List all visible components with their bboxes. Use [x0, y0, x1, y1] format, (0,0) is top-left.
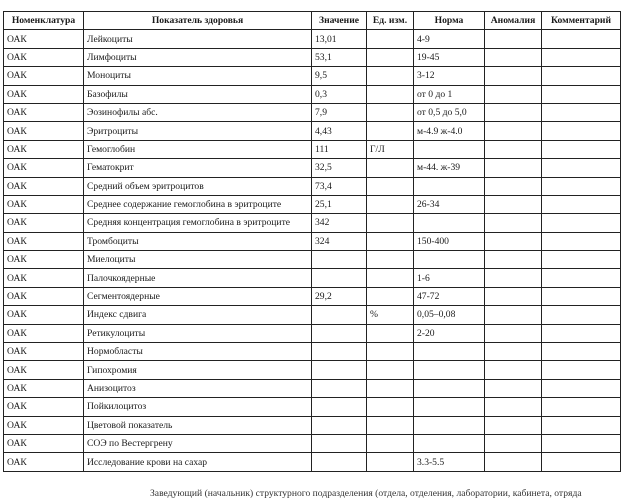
table-row [4, 434, 621, 452]
cell-anomaly [485, 287, 542, 305]
table-header-row [4, 12, 621, 30]
cell-comment [542, 361, 621, 379]
cell-unit [367, 434, 414, 452]
cell-nomenclature: ОАК [4, 361, 84, 379]
cell-indicator: Исследование крови на сахар [84, 453, 312, 471]
cell-norm: 26-34 [414, 195, 485, 213]
cell-comment [542, 195, 621, 213]
cell-unit [367, 122, 414, 140]
table-row [4, 48, 621, 66]
table-row [4, 453, 621, 471]
cell-nomenclature: ОАК [4, 269, 84, 287]
header-health-indicator: Показатель здоровья [84, 12, 312, 30]
cell-unit: Г/Л [367, 140, 414, 158]
table-row [4, 103, 621, 121]
cell-comment [542, 214, 621, 232]
cell-comment [542, 140, 621, 158]
lab-results-table [3, 11, 621, 472]
cell-nomenclature: ОАК [4, 30, 84, 48]
cell-unit [367, 379, 414, 397]
cell-indicator: Пойкилоцитоз [84, 398, 312, 416]
cell-norm: 0,05–0,08 [414, 306, 485, 324]
cell-indicator: Сегментоядерные [84, 287, 312, 305]
cell-comment [542, 67, 621, 85]
cell-value [312, 269, 367, 287]
cell-unit [367, 232, 414, 250]
cell-value: 0,3 [312, 85, 367, 103]
header-value: Значение [312, 12, 367, 30]
table-row [4, 343, 621, 361]
cell-unit [367, 324, 414, 342]
cell-value: 73,4 [312, 177, 367, 195]
cell-anomaly [485, 159, 542, 177]
table-row [4, 67, 621, 85]
header-norm: Норма [414, 12, 485, 30]
cell-anomaly [485, 379, 542, 397]
table-row [4, 361, 621, 379]
cell-unit [367, 195, 414, 213]
cell-value [312, 251, 367, 269]
cell-comment [542, 324, 621, 342]
cell-nomenclature: ОАК [4, 251, 84, 269]
cell-indicator: Лимфоциты [84, 48, 312, 66]
cell-value [312, 361, 367, 379]
cell-nomenclature: ОАК [4, 159, 84, 177]
header-unit: Ед. изм. [367, 12, 414, 30]
cell-anomaly [485, 122, 542, 140]
cell-value: 32,5 [312, 159, 367, 177]
cell-norm [414, 214, 485, 232]
header-nomenclature: Номенклатура [4, 12, 84, 30]
table-row [4, 140, 621, 158]
table-row [4, 287, 621, 305]
cell-comment [542, 398, 621, 416]
table-row [4, 214, 621, 232]
cell-norm: 150-400 [414, 232, 485, 250]
cell-unit [367, 269, 414, 287]
cell-unit [367, 343, 414, 361]
cell-indicator: Палочкоядерные [84, 269, 312, 287]
cell-comment [542, 306, 621, 324]
cell-anomaly [485, 177, 542, 195]
cell-unit [367, 287, 414, 305]
cell-comment [542, 232, 621, 250]
cell-indicator: Эозинофилы абс. [84, 103, 312, 121]
cell-norm [414, 416, 485, 434]
cell-anomaly [485, 398, 542, 416]
cell-value [312, 343, 367, 361]
cell-norm [414, 434, 485, 452]
cell-nomenclature: ОАК [4, 324, 84, 342]
cell-unit [367, 177, 414, 195]
cell-value: 29,2 [312, 287, 367, 305]
table-row [4, 379, 621, 397]
cell-nomenclature: ОАК [4, 416, 84, 434]
cell-norm [414, 343, 485, 361]
table-row [4, 195, 621, 213]
cell-unit [367, 398, 414, 416]
cell-nomenclature: ОАК [4, 195, 84, 213]
cell-norm [414, 251, 485, 269]
cell-indicator: Эритроциты [84, 122, 312, 140]
cell-nomenclature: ОАК [4, 343, 84, 361]
cell-anomaly [485, 103, 542, 121]
cell-indicator: Гемоглобин [84, 140, 312, 158]
cell-indicator: Лейкоциты [84, 30, 312, 48]
cell-comment [542, 453, 621, 471]
table-row [4, 159, 621, 177]
table-row [4, 122, 621, 140]
cell-value [312, 398, 367, 416]
header-anomaly: Аномалия [485, 12, 542, 30]
cell-comment [542, 85, 621, 103]
cell-nomenclature: ОАК [4, 177, 84, 195]
cell-indicator: СОЭ по Вестергрену [84, 434, 312, 452]
cell-indicator: Средняя концентрация гемоглобина в эритроците [84, 214, 312, 232]
cell-nomenclature: ОАК [4, 122, 84, 140]
cell-nomenclature: ОАК [4, 67, 84, 85]
cell-norm: от 0 до 1 [414, 85, 485, 103]
cell-comment [542, 343, 621, 361]
cell-unit [367, 416, 414, 434]
cell-unit [367, 67, 414, 85]
cell-anomaly [485, 214, 542, 232]
cell-anomaly [485, 30, 542, 48]
cell-nomenclature: ОАК [4, 103, 84, 121]
cell-value: 7,9 [312, 103, 367, 121]
cell-unit [367, 103, 414, 121]
cell-indicator: Тромбоциты [84, 232, 312, 250]
cell-norm [414, 177, 485, 195]
cell-anomaly [485, 195, 542, 213]
cell-comment [542, 122, 621, 140]
cell-comment [542, 30, 621, 48]
table-row [4, 232, 621, 250]
cell-anomaly [485, 306, 542, 324]
cell-comment [542, 379, 621, 397]
cell-anomaly [485, 232, 542, 250]
cell-nomenclature: ОАК [4, 306, 84, 324]
cell-indicator: Индекс сдвига [84, 306, 312, 324]
cell-norm [414, 398, 485, 416]
table-row [4, 269, 621, 287]
cell-anomaly [485, 251, 542, 269]
cell-anomaly [485, 343, 542, 361]
cell-unit [367, 159, 414, 177]
cell-comment [542, 159, 621, 177]
cell-norm: 4-9 [414, 30, 485, 48]
cell-comment [542, 103, 621, 121]
cell-comment [542, 287, 621, 305]
header-comment: Комментарий [542, 12, 621, 30]
cell-unit: % [367, 306, 414, 324]
cell-nomenclature: ОАК [4, 287, 84, 305]
table-row [4, 416, 621, 434]
table-row [4, 30, 621, 48]
cell-indicator: Анизоцитоз [84, 379, 312, 397]
table-row [4, 177, 621, 195]
cell-value: 342 [312, 214, 367, 232]
cell-anomaly [485, 85, 542, 103]
cell-norm: 47-72 [414, 287, 485, 305]
cell-nomenclature: ОАК [4, 140, 84, 158]
cell-norm: 3.3-5.5 [414, 453, 485, 471]
cell-norm: м-4.9 ж-4.0 [414, 122, 485, 140]
cell-norm: от 0,5 до 5,0 [414, 103, 485, 121]
cell-norm: 3-12 [414, 67, 485, 85]
cell-norm: 1-6 [414, 269, 485, 287]
cell-indicator: Базофилы [84, 85, 312, 103]
cell-value: 9,5 [312, 67, 367, 85]
cell-unit [367, 251, 414, 269]
cell-anomaly [485, 416, 542, 434]
cell-value: 111 [312, 140, 367, 158]
cell-nomenclature: ОАК [4, 434, 84, 452]
cell-value: 53,1 [312, 48, 367, 66]
cell-value [312, 453, 367, 471]
cell-unit [367, 453, 414, 471]
cell-value [312, 306, 367, 324]
cell-value: 13,01 [312, 30, 367, 48]
cell-comment [542, 48, 621, 66]
cell-value: 4,43 [312, 122, 367, 140]
cell-indicator: Миелоциты [84, 251, 312, 269]
cell-unit [367, 214, 414, 232]
cell-comment [542, 251, 621, 269]
cell-indicator: Ретикулоциты [84, 324, 312, 342]
cell-anomaly [485, 269, 542, 287]
cell-value [312, 379, 367, 397]
cell-unit [367, 48, 414, 66]
cell-anomaly [485, 140, 542, 158]
cell-nomenclature: ОАК [4, 48, 84, 66]
cell-anomaly [485, 361, 542, 379]
cell-indicator: Среднее содержание гемоглобина в эритроците [84, 195, 312, 213]
cell-indicator: Цветовой показатель [84, 416, 312, 434]
cell-nomenclature: ОАК [4, 398, 84, 416]
cell-norm: м-44. ж-39 [414, 159, 485, 177]
footer-signature-line: Заведующий (начальник) структурного подразделения (отдела, отделения, лаборатории, кабинета, отряда [150, 488, 582, 499]
cell-comment [542, 416, 621, 434]
cell-nomenclature: ОАК [4, 232, 84, 250]
cell-indicator: Гематокрит [84, 159, 312, 177]
cell-comment [542, 177, 621, 195]
cell-comment [542, 434, 621, 452]
table-row [4, 306, 621, 324]
cell-anomaly [485, 434, 542, 452]
table-row [4, 398, 621, 416]
cell-comment [542, 269, 621, 287]
cell-anomaly [485, 324, 542, 342]
cell-nomenclature: ОАК [4, 85, 84, 103]
cell-unit [367, 30, 414, 48]
cell-anomaly [485, 453, 542, 471]
cell-indicator: Моноциты [84, 67, 312, 85]
cell-norm [414, 140, 485, 158]
cell-norm: 2-20 [414, 324, 485, 342]
cell-value [312, 416, 367, 434]
cell-value [312, 434, 367, 452]
table-row [4, 85, 621, 103]
cell-indicator: Средний объем эритроцитов [84, 177, 312, 195]
table-row [4, 324, 621, 342]
cell-value: 324 [312, 232, 367, 250]
cell-anomaly [485, 67, 542, 85]
cell-indicator: Нормобласты [84, 343, 312, 361]
cell-norm [414, 379, 485, 397]
cell-unit [367, 85, 414, 103]
cell-indicator: Гипохромия [84, 361, 312, 379]
cell-norm [414, 361, 485, 379]
cell-anomaly [485, 48, 542, 66]
cell-unit [367, 361, 414, 379]
table-row [4, 251, 621, 269]
cell-nomenclature: ОАК [4, 453, 84, 471]
cell-nomenclature: ОАК [4, 379, 84, 397]
cell-nomenclature: ОАК [4, 214, 84, 232]
cell-value [312, 324, 367, 342]
cell-value: 25,1 [312, 195, 367, 213]
cell-norm: 19-45 [414, 48, 485, 66]
